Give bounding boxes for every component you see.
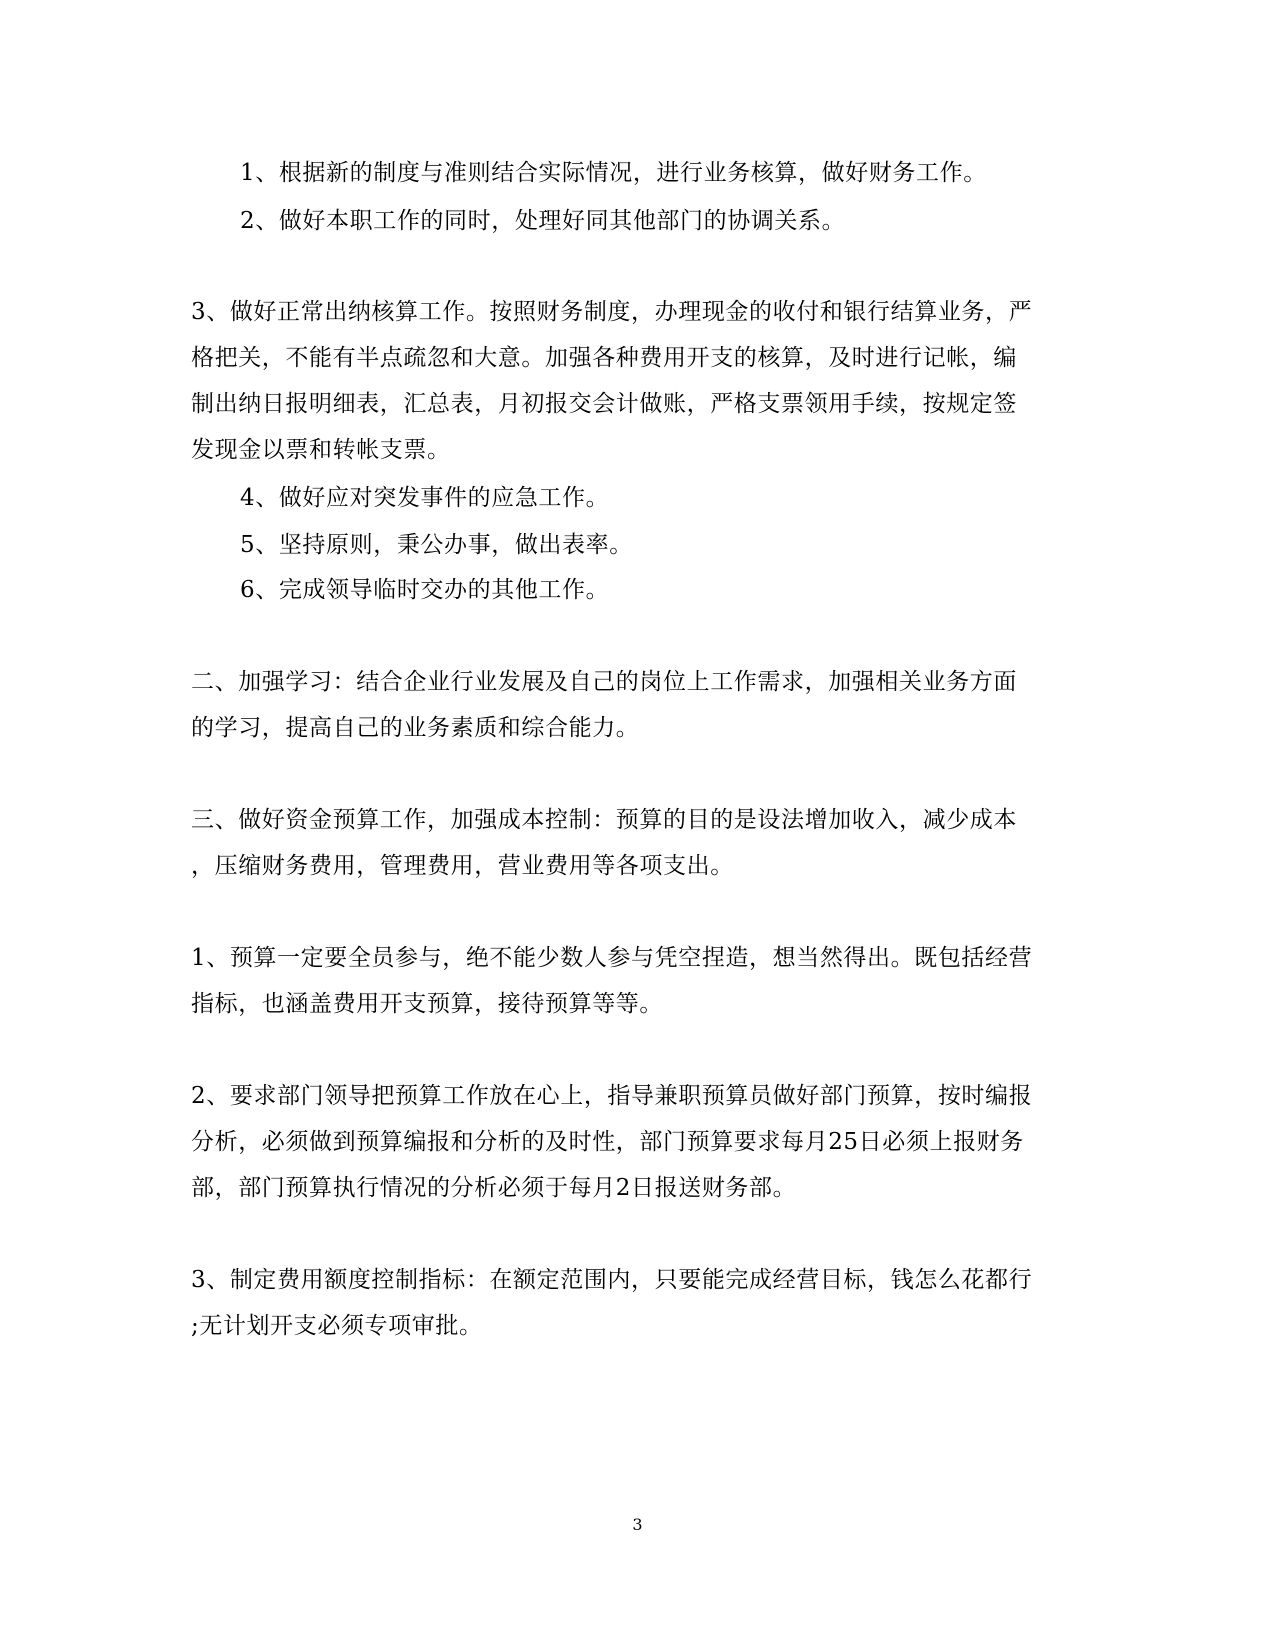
text-line-12: 三、做好资金预算工作，加强成本控制：预算的目的是设法增加收入，减少成本: [191, 807, 1017, 833]
text-line-1: 1、根据新的制度与准则结合实际情况，进行业务核算，做好财务工作。: [240, 160, 987, 186]
text-line-7: 4、做好应对突发事件的应急工作。: [240, 485, 610, 511]
text-line-13: ，压缩财务费用，管理费用，营业费用等各项支出。: [191, 853, 734, 879]
text-line-9: 6、完成领导临时交办的其他工作。: [240, 577, 610, 603]
text-line-15: 指标，也涵盖费用开支预算，接待预算等等。: [191, 991, 663, 1017]
text-line-14: 1、预算一定要全员参与，绝不能少数人参与凭空捏造，想当然得出。既包括经营: [191, 945, 1033, 971]
text-line-19: 3、制定费用额度控制指标：在额定范围内，只要能完成经营目标，钱怎么花都行: [191, 1267, 1033, 1293]
text-line-17: 分析，必须做到预算编报和分析的及时性，部门预算要求每月25日必须上报财务: [191, 1129, 1024, 1155]
text-line-6: 发现金以票和转帐支票。: [191, 437, 451, 463]
text-line-18: 部，部门预算执行情况的分析必须于每月2日报送财务部。: [191, 1175, 797, 1201]
text-line-4: 格把关，不能有半点疏忽和大意。加强各种费用开支的核算，及时进行记帐，编: [191, 345, 1017, 371]
text-line-2: 2、做好本职工作的同时，处理好同其他部门的协调关系。: [240, 208, 846, 234]
text-line-20: ;无计划开支必须专项审批。: [191, 1313, 483, 1339]
text-line-16: 2、要求部门领导把预算工作放在心上，指导兼职预算员做好部门预算，按时编报: [191, 1083, 1033, 1109]
text-line-5: 制出纳日报明细表，汇总表，月初报交会计做账，严格支票领用手续，按规定签: [191, 391, 1017, 417]
text-line-11: 的学习，提高自己的业务素质和综合能力。: [191, 715, 640, 741]
text-line-3: 3、做好正常出纳核算工作。按照财务制度，办理现金的收付和银行结算业务，严: [191, 299, 1033, 325]
text-line-10: 二、加强学习：结合企业行业发展及自己的岗位上工作需求，加强相关业务方面: [191, 669, 1017, 695]
text-line-8: 5、坚持原则，秉公办事，做出表率。: [240, 532, 633, 558]
page-number: 3: [632, 1515, 643, 1534]
